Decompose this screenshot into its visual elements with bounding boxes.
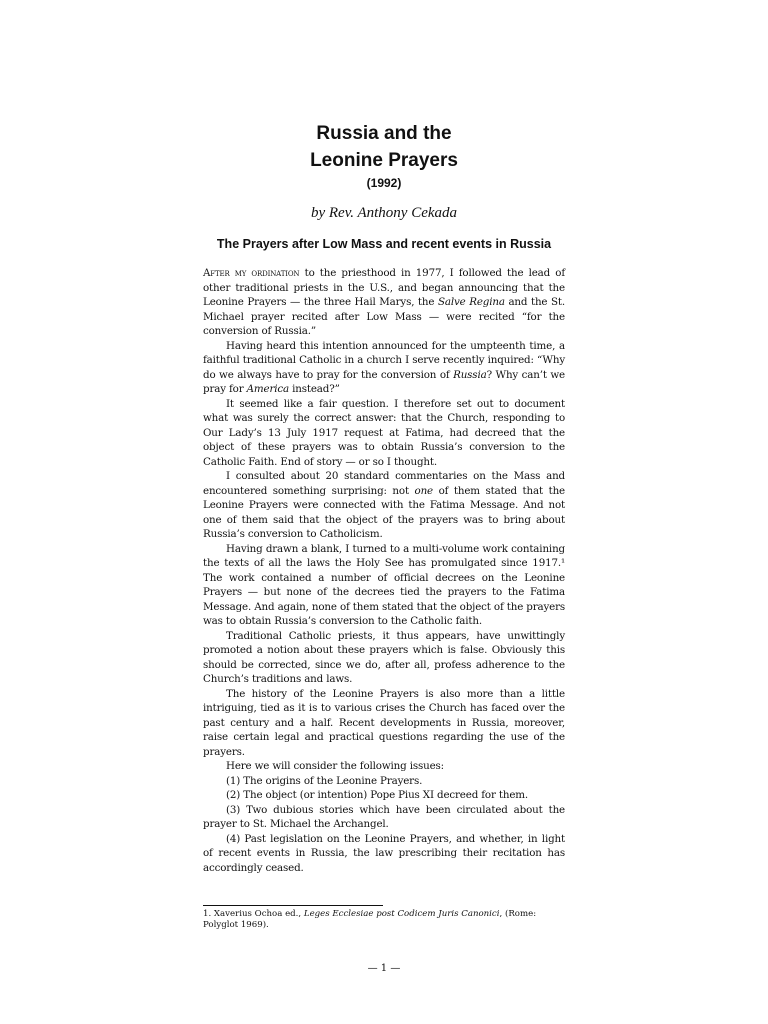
page-number: — 1 — bbox=[367, 963, 401, 974]
footnote-text-a: 1. Xaverius Ochoa ed., bbox=[203, 909, 304, 919]
paragraph-1-text-b: and the St. Michael prayer recited after Low Mass — were recited “for the conversion of Russia.” bbox=[203, 296, 565, 337]
paragraph-2-text-c: instead?” bbox=[288, 383, 340, 395]
paragraph-2-italic-russia: Russia bbox=[453, 368, 487, 381]
article-body bbox=[203, 266, 565, 875]
title-line-1: Russia and the bbox=[316, 123, 452, 144]
paragraph-4-italic: one bbox=[414, 484, 434, 497]
footnote-divider bbox=[203, 905, 383, 906]
footnote-1 bbox=[203, 909, 565, 931]
list-item-3: (3) Two dubious stories which have been circulated about the prayer to St. Michael the Archangel. bbox=[203, 803, 565, 830]
paragraph-2-text-b: ? Why can’t we pray for bbox=[203, 368, 565, 395]
paragraph-7: The history of the Leonine Prayers is also more than a little intriguing, tied as it is to various crises the Church has faced over the past century and a half. Recent developments in Russia, moreover, raise certain legal and practical questions regarding the use of the prayers. bbox=[203, 687, 565, 758]
list-item-2: (2) The object (or intention) Pope Pius XI decreed for them. bbox=[226, 789, 529, 801]
paragraph-3: It seemed like a fair question. I therefore set out to document what was surely the correct answer: that the Church, responding to Our Lady’s 13 July 1917 request at Fatima, had decreed that the object of these prayers was to obtain Russia’s conversion to the Catholic Faith. End of story — or so I thought. bbox=[203, 397, 565, 468]
page-title bbox=[0, 120, 768, 174]
author-byline: by Rev. Anthony Cekada bbox=[310, 205, 458, 221]
list-item-1: (1) The origins of the Leonine Prayers. bbox=[226, 774, 423, 787]
paragraph-1 bbox=[203, 266, 565, 339]
paragraph-6: Traditional Catholic priests, it thus appears, have unwittingly promoted a notion about these prayers which is false. Obviously this should be corrected, since we do, after all, profess adherence to the Church’s traditions and laws. bbox=[203, 629, 565, 685]
lead-in-small-caps: After my ordination bbox=[203, 267, 300, 279]
footnote-text-b: , (Rome: Polyglot 1969). bbox=[203, 909, 537, 930]
paragraph-1-text-a: to the priesthood in 1977, I followed the lead of other traditional priests in the U.S., and began announcing that the Leonine Prayers — the three Hail Marys, the bbox=[203, 267, 565, 308]
paragraph-4 bbox=[203, 469, 565, 542]
paragraph-4-text-b: of them stated that the Leonine Prayers were connected with the Fatima Message. And not one of them said that the object of the prayers was to bring about Russia’s conversion to Catholicism. bbox=[203, 484, 565, 540]
list-item-4: (4) Past legislation on the Leonine Prayers, and whether, in light of recent events in Russia, the law prescribing their recitation has accordingly ceased. bbox=[203, 832, 565, 874]
publication-year: (1992) bbox=[366, 176, 402, 190]
paragraph-4-text-a: I consulted about 20 standard commentaries on the Mass and encountered something surprising: not bbox=[203, 470, 565, 497]
section-subtitle: The Prayers after Low Mass and recent events in Russia bbox=[216, 237, 552, 251]
paragraph-8: Here we will consider the following issues: bbox=[226, 760, 444, 772]
paragraph-2 bbox=[203, 339, 565, 397]
paragraph-2-italic-america: America bbox=[246, 383, 289, 395]
paragraph-1-italic: Salve Regina bbox=[437, 296, 505, 308]
title-line-2: Leonine Prayers bbox=[310, 150, 458, 171]
paragraph-2-text-a: Having heard this intention announced for the umpteenth time, a faithful traditional Catholic in a church I serve recently inquired: “Why do we always have to pray for the conversion of bbox=[203, 339, 565, 381]
paragraph-5: Having drawn a blank, I turned to a multi-volume work containing the texts of all the laws the Holy See has promulgated since 1917.¹ The work contained a number of official decrees on the Leonine Prayers — but none of the decrees tied the prayers to the Fatima Message. And again, none of them stated that the object of the prayers was to obtain Russia’s conversion to the Catholic faith. bbox=[203, 542, 565, 627]
footnote-italic-title: Leges Ecclesiae post Codicem Juris Canonici bbox=[303, 909, 500, 919]
